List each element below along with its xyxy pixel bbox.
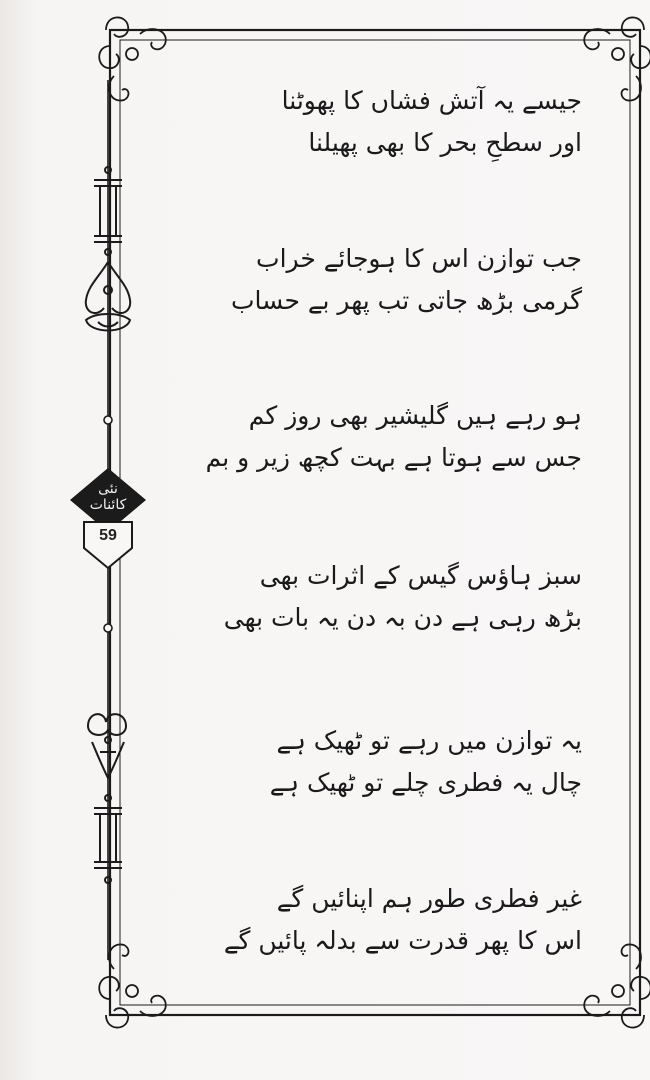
verse-line: گرمی بڑھ جاتی تب پھر بے حساب: [231, 286, 582, 315]
verse-line: یہ توازن میں رہے تو ٹھیک ہے: [276, 726, 582, 755]
spine-dot-upper-icon: [104, 416, 112, 424]
badge-title: نئی کائنات: [89, 481, 127, 513]
poem: [190, 60, 610, 980]
verse-line: سبز ہاؤس گیس کے اثرات بھی: [259, 561, 582, 590]
stanza: [206, 395, 610, 479]
verse-line: بڑھ رہی ہے دن بہ دن یہ بات بھی: [223, 603, 582, 632]
stanza: [282, 80, 610, 164]
spine-dot-lower-icon: [104, 624, 112, 632]
verse-line: جس سے ہوتا ہے بہت کچھ زیر و بم: [205, 443, 582, 472]
verse-line: اس کا پھر قدرت سے بدلہ پائیں گے: [223, 926, 582, 955]
page-number: 59: [99, 527, 117, 544]
stanza: [224, 555, 610, 639]
verse-line: اور سطحِ بحر کا بھی پھیلنا: [308, 128, 582, 157]
verse-line: جیسے یہ آتش فشاں کا پھوٹنا: [281, 86, 582, 115]
stanza: [231, 238, 610, 322]
verse-line: ہو رہے ہیں گلیشیر بھی روز کم: [248, 401, 582, 430]
verse-line: چال یہ فطری چلے تو ٹھیک ہے: [269, 768, 582, 797]
verse-line: جب توازن اس کا ہوجائے خراب: [256, 244, 582, 273]
stanza: [224, 878, 610, 962]
verse-line: غیر فطری طور ہم اپنائیں گے: [276, 884, 582, 913]
stanza: [270, 720, 610, 804]
